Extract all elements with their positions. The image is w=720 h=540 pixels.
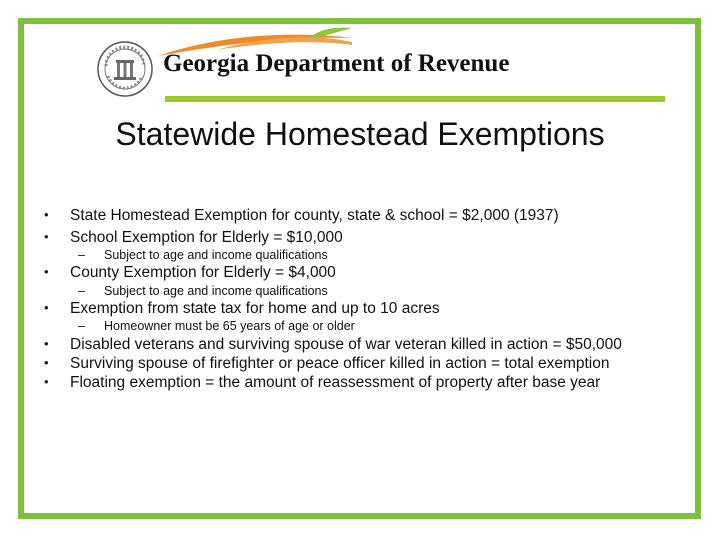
sub-bullet-text: Subject to age and income qualifications bbox=[104, 284, 328, 298]
bullet-text: Floating exemption = the amount of reassessment of property after base year bbox=[70, 374, 601, 391]
bullet-glyph: • bbox=[44, 207, 49, 222]
sub-bullet-glyph: – bbox=[78, 284, 85, 298]
bullet-glyph: • bbox=[44, 374, 49, 389]
bullet-text: State Homestead Exemption for county, state & school = $2,000 (1937) bbox=[70, 207, 559, 224]
bullet-text: County Exemption for Elderly = $4,000 bbox=[70, 264, 336, 281]
sub-bullet-glyph: – bbox=[78, 248, 85, 262]
sub-bullet-text: Homeowner must be 65 years of age or older bbox=[104, 319, 355, 333]
bullet-glyph: • bbox=[44, 300, 49, 315]
sub-bullet-text: Subject to age and income qualifications bbox=[104, 248, 328, 262]
bullet-glyph: • bbox=[44, 229, 49, 244]
header-divider-bar bbox=[165, 96, 665, 102]
bullet-glyph: • bbox=[44, 355, 49, 370]
bullet-text: Surviving spouse of firefighter or peace officer killed in action = total exemption bbox=[70, 355, 610, 372]
georgia-seal-logo bbox=[96, 40, 154, 98]
bullet-glyph: • bbox=[44, 336, 49, 351]
bullet-glyph: • bbox=[44, 264, 49, 279]
bullet-text: Disabled veterans and surviving spouse of war veteran killed in action = $50,000 bbox=[70, 336, 622, 353]
organization-name: Georgia Department of Revenue bbox=[163, 50, 510, 77]
slide-title: Statewide Homestead Exemptions bbox=[115, 116, 605, 152]
bullet-text: School Exemption for Elderly = $10,000 bbox=[70, 229, 343, 246]
bullet-text: Exemption from state tax for home and up to 10 acres bbox=[70, 300, 440, 317]
sub-bullet-glyph: – bbox=[78, 319, 85, 333]
